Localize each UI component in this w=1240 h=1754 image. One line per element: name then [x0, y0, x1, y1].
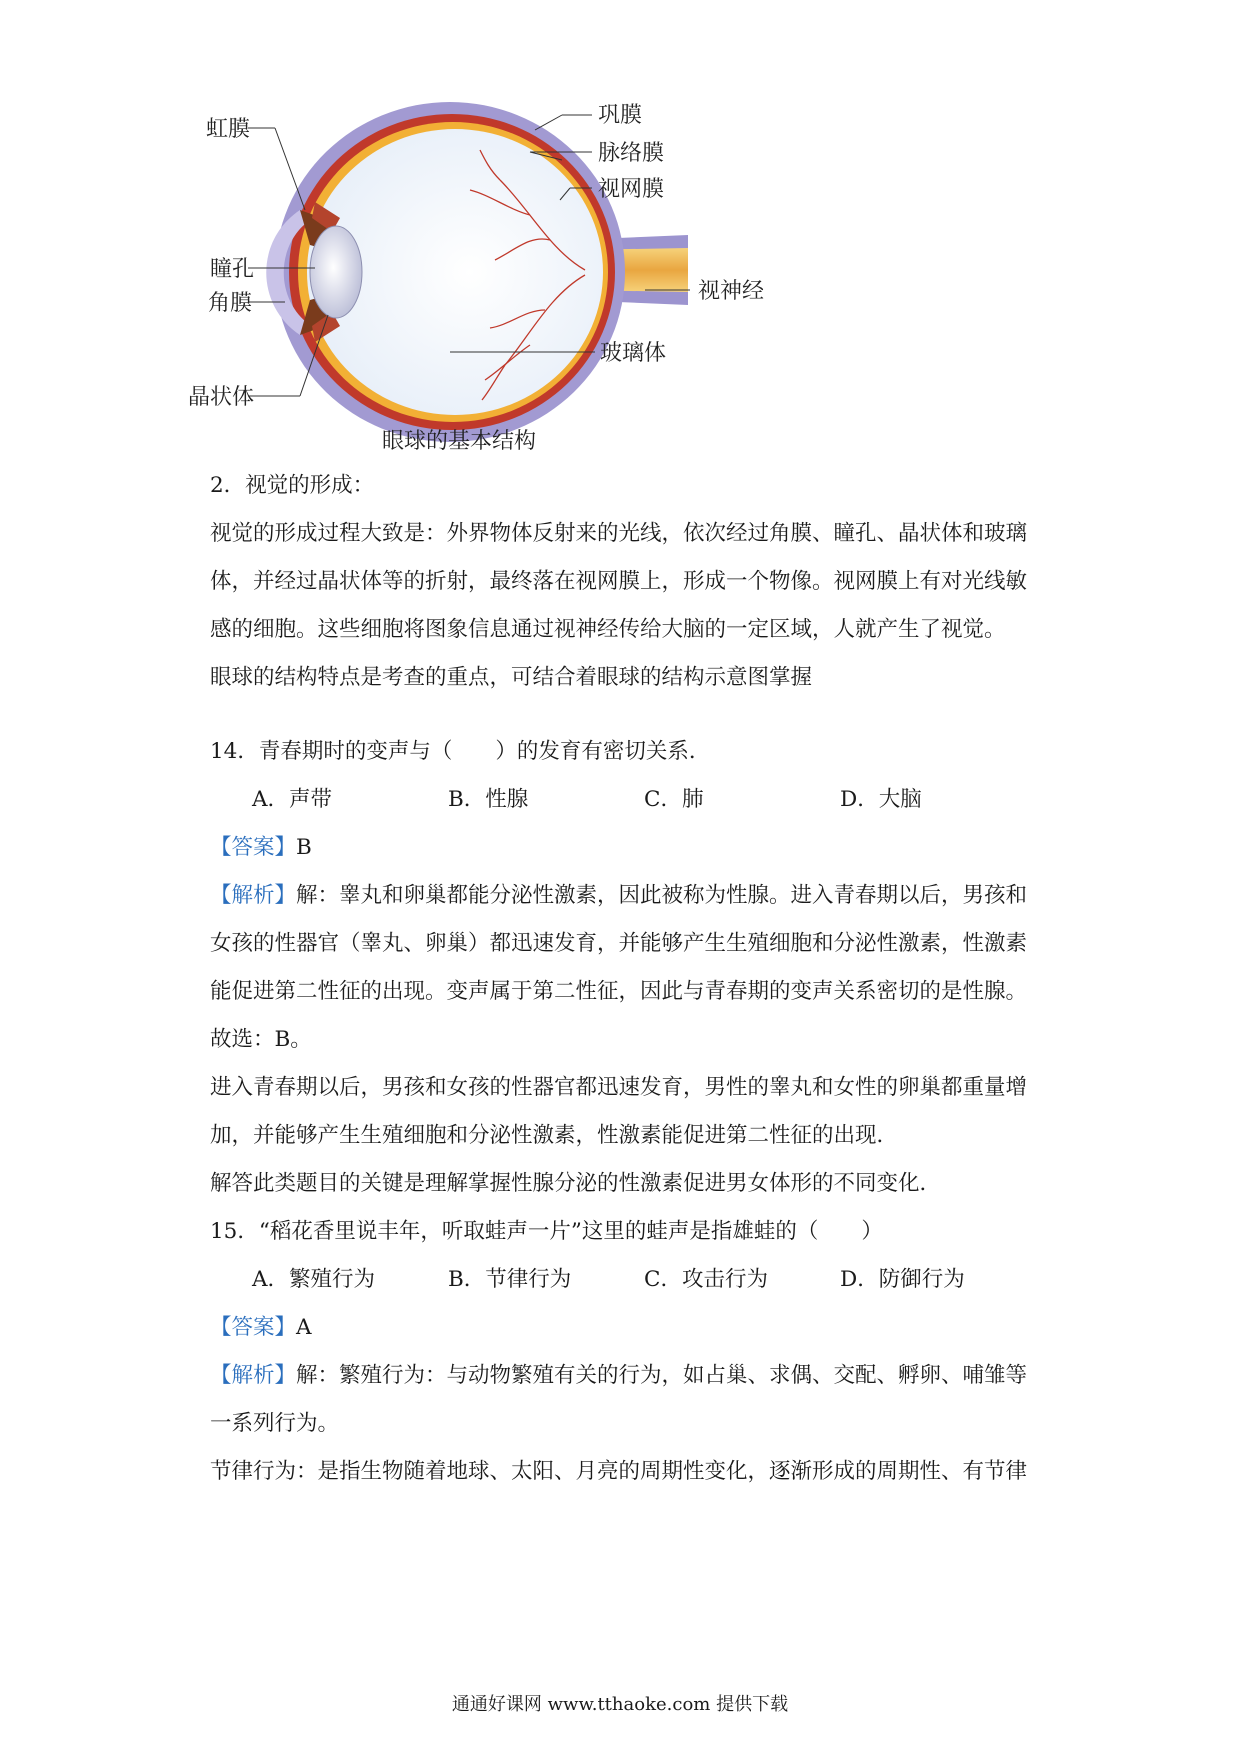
option-b: B．节律行为	[448, 1267, 572, 1292]
label-pupil: 瞳孔	[210, 257, 255, 282]
lens-shape	[310, 226, 362, 318]
analysis-line: 加，并能够产生生殖细胞和分泌性激素，性激素能促进第二性征的出现．	[210, 1123, 899, 1148]
analysis-tag: 【解析】	[210, 1363, 297, 1388]
paragraph-line: 视觉的形成过程大致是：外界物体反射来的光线，依次经过角膜、瞳孔、晶状体和玻璃	[210, 521, 1028, 546]
page-footer: 通通好课网 www.tthaoke.com 提供下载	[451, 1694, 789, 1715]
question-15-solution	[210, 1304, 1040, 1496]
analysis-line: 故选：B。	[210, 1027, 312, 1052]
answer-value: B	[296, 835, 312, 860]
question-14-solution	[210, 824, 1040, 1208]
paragraph-line: 感的细胞。这些细胞将图象信息通过视神经传给大脑的一定区域，人就产生了视觉。	[210, 617, 1006, 642]
section-heading: 2．视觉的形成：	[210, 473, 375, 498]
analysis-text: 解：繁殖行为：与动物繁殖有关的行为，如占巢、求偶、交配、孵卵、哺雏等	[296, 1363, 1028, 1388]
question-15-stem: 15．“稻花香里说丰年，听取蛙声一片”这里的蛙声是指雄蛙的（ ）	[210, 1219, 883, 1244]
label-vitreous: 玻璃体	[600, 341, 667, 366]
analysis-line	[210, 872, 1040, 920]
analysis-line: 解答此类题目的关键是理解掌握性腺分泌的性激素促进男女体形的不同变化．	[210, 1171, 942, 1196]
answer-line	[210, 1304, 1040, 1352]
figure-caption: 眼球的基本结构	[382, 429, 537, 454]
label-cornea: 角膜	[208, 291, 253, 316]
label-lens: 晶状体	[188, 385, 255, 410]
analysis-text: 解：睾丸和卵巢都能分泌性激素，因此被称为性腺。进入青春期以后，男孩和	[296, 883, 1028, 908]
answer-line	[210, 824, 1040, 872]
option-a: A．繁殖行为	[252, 1267, 376, 1292]
analysis-line: 女孩的性器官（睾丸、卵巢）都迅速发育，并能够产生生殖细胞和分泌性激素，性激素	[210, 931, 1028, 956]
label-choroid: 脉络膜	[598, 141, 665, 166]
question-14-options	[252, 776, 1012, 824]
section-2	[210, 462, 1040, 702]
paragraph-line: 眼球的结构特点是考查的重点，可结合着眼球的结构示意图掌握	[210, 665, 813, 690]
answer-value: A	[296, 1315, 312, 1340]
label-iris: 虹膜	[206, 117, 251, 142]
option-c: C．肺	[644, 787, 704, 812]
option-b: B．性腺	[448, 787, 529, 812]
eye-diagram	[188, 100, 880, 520]
option-c: C．攻击行为	[644, 1267, 768, 1292]
analysis-line: 进入青春期以后，男孩和女孩的性器官都迅速发育，男性的睾丸和女性的卵巢都重量增	[210, 1075, 1028, 1100]
answer-tag: 【答案】	[210, 1315, 297, 1340]
paragraph-line: 体，并经过晶状体等的折射，最终落在视网膜上，形成一个物像。视网膜上有对光线敏	[210, 569, 1028, 594]
eye-structure-figure	[188, 100, 880, 520]
option-d: D．大脑	[840, 787, 922, 812]
option-a: A．声带	[252, 787, 333, 812]
label-sclera: 巩膜	[598, 103, 643, 128]
analysis-line: 节律行为：是指生物随着地球、太阳、月亮的周期性变化，逐渐形成的周期性、有节律	[210, 1459, 1028, 1484]
analysis-tag: 【解析】	[210, 883, 297, 908]
question-15-options	[252, 1256, 1012, 1304]
analysis-line	[210, 1352, 1040, 1400]
analysis-line: 一系列行为。	[210, 1411, 340, 1436]
label-retina: 视网膜	[598, 177, 665, 202]
analysis-line: 能促进第二性征的出现。变声属于第二性征，因此与青春期的变声关系密切的是性腺。	[210, 979, 1028, 1004]
question-14-stem: 14．青春期时的变声与（ ）的发育有密切关系．	[210, 739, 711, 764]
label-optic-nerve: 视神经	[698, 279, 765, 304]
option-d: D．防御行为	[840, 1267, 965, 1292]
answer-tag: 【答案】	[210, 835, 297, 860]
